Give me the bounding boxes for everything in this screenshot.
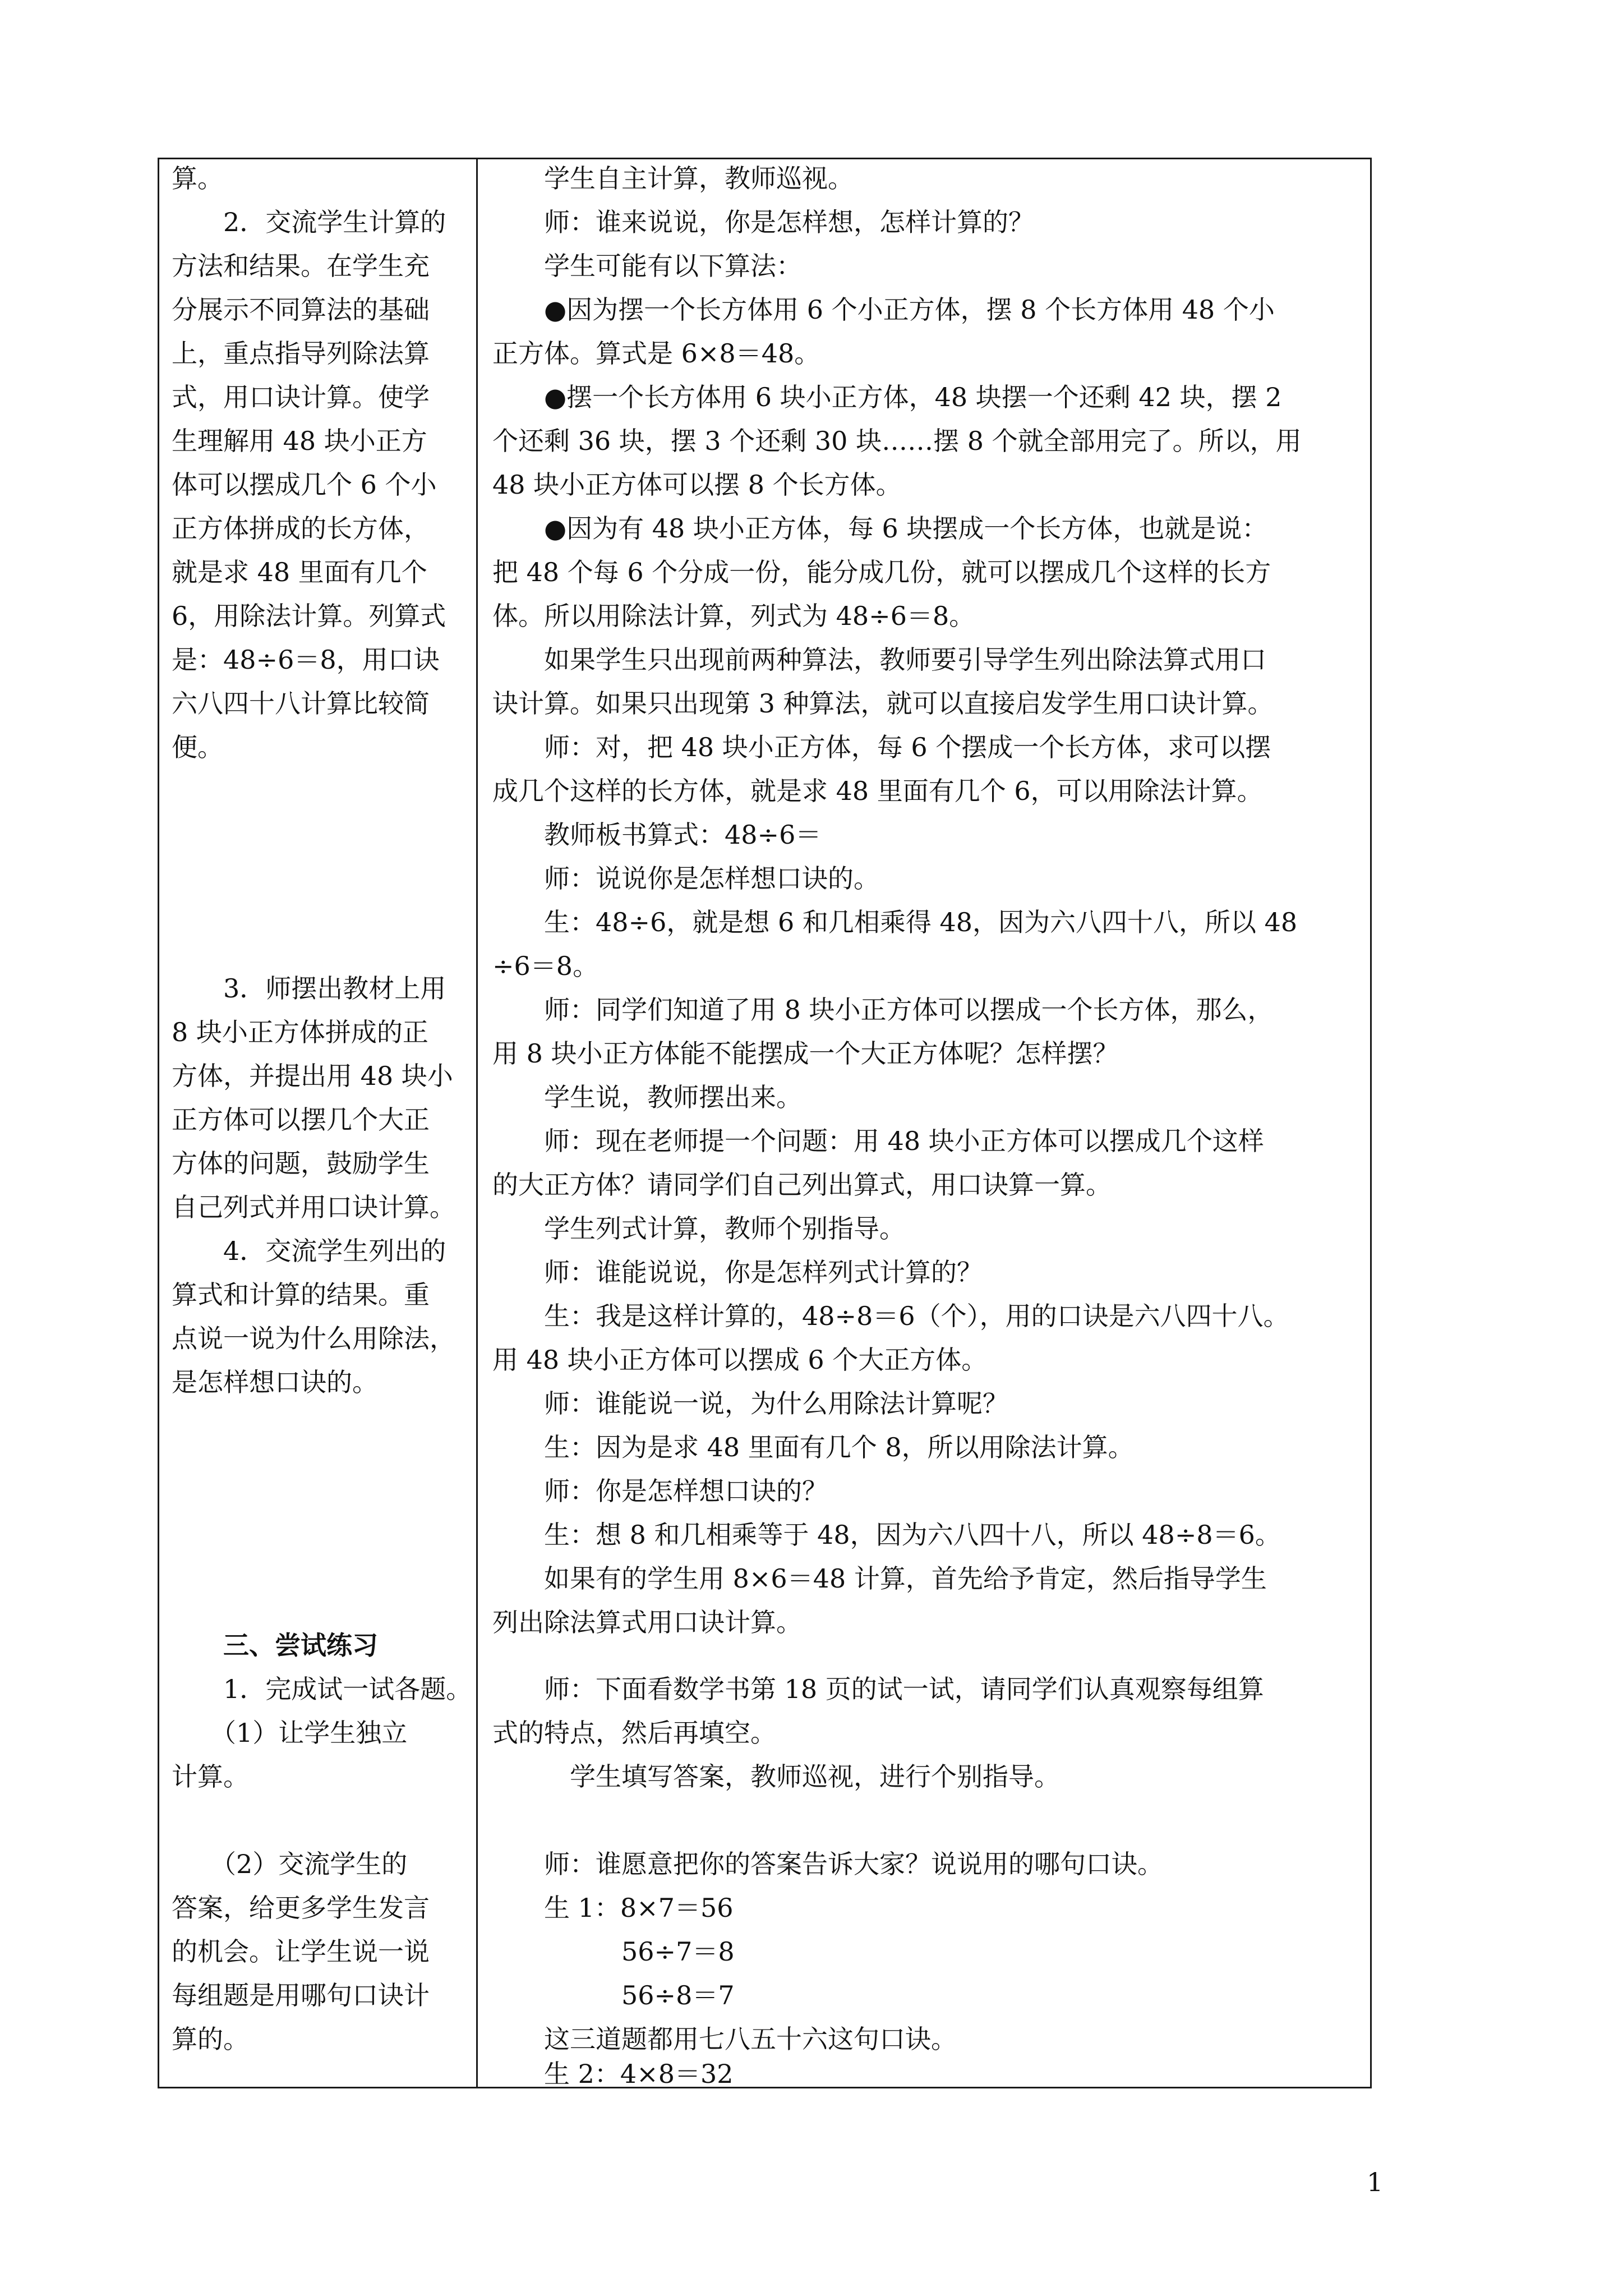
right-column-line: 师：同学们知道了用 8 块小正方体可以摆成一个长方体，那么，: [492, 995, 1274, 1025]
left-column-line: 4．交流学生列出的: [172, 1236, 446, 1266]
right-column-line: 师：谁能说说，你是怎样列式计算的？: [492, 1257, 983, 1287]
right-column-line: 列出除法算式用口诀计算。: [492, 1607, 802, 1637]
right-column-line: 48 块小正方体可以摆 8 个长方体。: [492, 470, 902, 500]
right-column-line: 生：因为是求 48 里面有几个 8，所以用除法计算。: [492, 1432, 1134, 1462]
left-column-line: 6，用除法计算。列算式: [172, 601, 446, 631]
right-column-line: ÷6＝8。: [492, 951, 599, 981]
left-column-line: 六八四十八计算比较简: [172, 688, 430, 719]
right-column-line: 的大正方体？请同学们自己列出算式，用口诀算一算。: [492, 1170, 1112, 1200]
right-column-line: 师：对，把 48 块小正方体，每 6 个摆成一个长方体，求可以摆: [492, 732, 1271, 762]
right-column-line: 师：谁能说一说，为什么用除法计算呢？: [492, 1388, 1008, 1419]
right-column-line: 如果学生只出现前两种算法，教师要引导学生列出除法算式用口: [492, 645, 1266, 675]
left-column-line: 答案，给更多学生发言: [172, 1893, 430, 1923]
right-column-line: 56÷8＝7: [492, 1980, 735, 2010]
right-column-line: ●因为有 48 块小正方体，每 6 块摆成一个长方体，也就是说：: [492, 513, 1268, 544]
left-column-line: （1）让学生独立: [172, 1718, 408, 1748]
left-column-line: 3．师摆出教材上用: [172, 973, 446, 1004]
right-column-line: 师：谁愿意把你的答案告诉大家？说说用的哪句口诀。: [492, 1849, 1163, 1879]
left-column-line: 上，重点指导列除法算: [172, 338, 430, 369]
right-column-line: 生 2：4×8＝32: [492, 2059, 734, 2089]
right-column-line: 师：你是怎样想口诀的？: [492, 1476, 828, 1506]
left-column-line: 算的。: [172, 2024, 249, 2054]
right-column-line: 师：下面看数学书第 18 页的试一试，请同学们认真观察每组算: [492, 1674, 1264, 1704]
left-column-line: 式，用口诀计算。使学: [172, 382, 430, 412]
left-column-line: 点说一说为什么用除法，: [172, 1323, 455, 1354]
left-column-line: 方法和结果。在学生充: [172, 251, 430, 281]
left-column-line: 方体，并提出用 48 块小: [172, 1061, 453, 1091]
right-column-line: 用 8 块小正方体能不能摆成一个大正方体呢？怎样摆？: [492, 1038, 1119, 1069]
right-column-line: 教师板书算式：48÷6＝: [492, 820, 822, 850]
left-column-line: 的机会。让学生说一说: [172, 1936, 430, 1967]
left-column-line: 8 块小正方体拼成的正: [172, 1017, 428, 1047]
right-column-line: 式的特点，然后再填空。: [492, 1718, 776, 1748]
right-column-line: 生：我是这样计算的，48÷8＝6（个），用的口诀是六八四十八。: [492, 1301, 1289, 1331]
right-column-line: 生：想 8 和几相乘等于 48，因为六八四十八，所以 48÷8＝6。: [492, 1520, 1281, 1550]
right-column-line: 生 1：8×7＝56: [492, 1893, 734, 1923]
column-divider: [476, 158, 478, 2088]
right-column-line: ●摆一个长方体用 6 块小正方体，48 块摆一个还剩 42 块，摆 2: [492, 382, 1282, 412]
left-column-line: （2）交流学生的: [172, 1849, 408, 1879]
right-column-line: 56÷7＝8: [492, 1936, 735, 1967]
left-column-line: 便。: [172, 732, 223, 762]
right-column-line: 学生可能有以下算法：: [492, 251, 802, 281]
right-column-line: 学生说，教师摆出来。: [492, 1082, 802, 1112]
left-column-line: 1．完成试一试各题。: [172, 1674, 472, 1704]
right-column-line: 生：48÷6，就是想 6 和几相乘得 48，因为六八四十八，所以 48: [492, 907, 1298, 937]
left-column-line: 计算。: [172, 1761, 249, 1792]
right-column-line: ●因为摆一个长方体用 6 个小正方体，摆 8 个长方体用 48 个小: [492, 295, 1275, 325]
left-column-line: 方体的问题，鼓励学生: [172, 1148, 430, 1179]
right-column-line: 学生列式计算，教师个别指导。: [492, 1213, 905, 1244]
right-column-line: 师：说说你是怎样想口诀的。: [492, 863, 879, 894]
left-column-line: 正方体拼成的长方体，: [172, 513, 430, 544]
right-column-line: 学生自主计算，教师巡视。: [492, 163, 854, 194]
left-column-line: 算式和计算的结果。重: [172, 1280, 430, 1310]
right-column-line: 师：现在老师提一个问题：用 48 块小正方体可以摆成几个这样: [492, 1126, 1264, 1156]
right-column-line: 用 48 块小正方体可以摆成 6 个大正方体。: [492, 1345, 988, 1375]
page-number: 1: [1367, 2167, 1384, 2197]
right-column-line: 成几个这样的长方体，就是求 48 里面有几个 6，可以用除法计算。: [492, 776, 1263, 806]
section-heading: 三、尝试练习: [172, 1630, 378, 1660]
left-column-line: 就是求 48 里面有几个: [172, 557, 427, 587]
right-column-line: 个还剩 36 块，摆 3 个还剩 30 块……摆 8 个就全部用完了。所以，用: [492, 426, 1302, 456]
left-column-line: 每组题是用哪句口诀计: [172, 1980, 430, 2010]
left-column-line: 生理解用 48 块小正方: [172, 426, 427, 456]
left-column-line: 体可以摆成几个 6 个小: [172, 470, 437, 500]
right-column-line: 师：谁来说说，你是怎样想，怎样计算的？: [492, 207, 1034, 237]
left-column-line: 2．交流学生计算的: [172, 207, 446, 237]
right-column-line: 学生填写答案，教师巡视，进行个别指导。: [492, 1761, 1060, 1792]
left-column-line: 算。: [172, 163, 223, 194]
right-column-line: 正方体。算式是 6×8＝48。: [492, 338, 820, 369]
left-column-line: 分展示不同算法的基础: [172, 295, 430, 325]
right-column-line: 体。所以用除法计算，列式为 48÷6＝8。: [492, 601, 975, 631]
left-column-line: 自己列式并用口诀计算。: [172, 1192, 455, 1222]
right-column-line: 如果有的学生用 8×6＝48 计算，首先给予肯定，然后指导学生: [492, 1563, 1267, 1594]
right-column-line: 这三道题都用七八五十六这句口诀。: [492, 2024, 957, 2054]
left-column-line: 是怎样想口诀的。: [172, 1367, 378, 1397]
left-column-line: 是：48÷6＝8，用口诀: [172, 645, 440, 675]
left-column-line: 正方体可以摆几个大正: [172, 1105, 430, 1135]
right-column-line: 把 48 个每 6 个分成一份，能分成几份，就可以摆成几个这样的长方: [492, 557, 1271, 587]
right-column-line: 诀计算。如果只出现第 3 种算法，就可以直接启发学生用口诀计算。: [492, 688, 1274, 719]
